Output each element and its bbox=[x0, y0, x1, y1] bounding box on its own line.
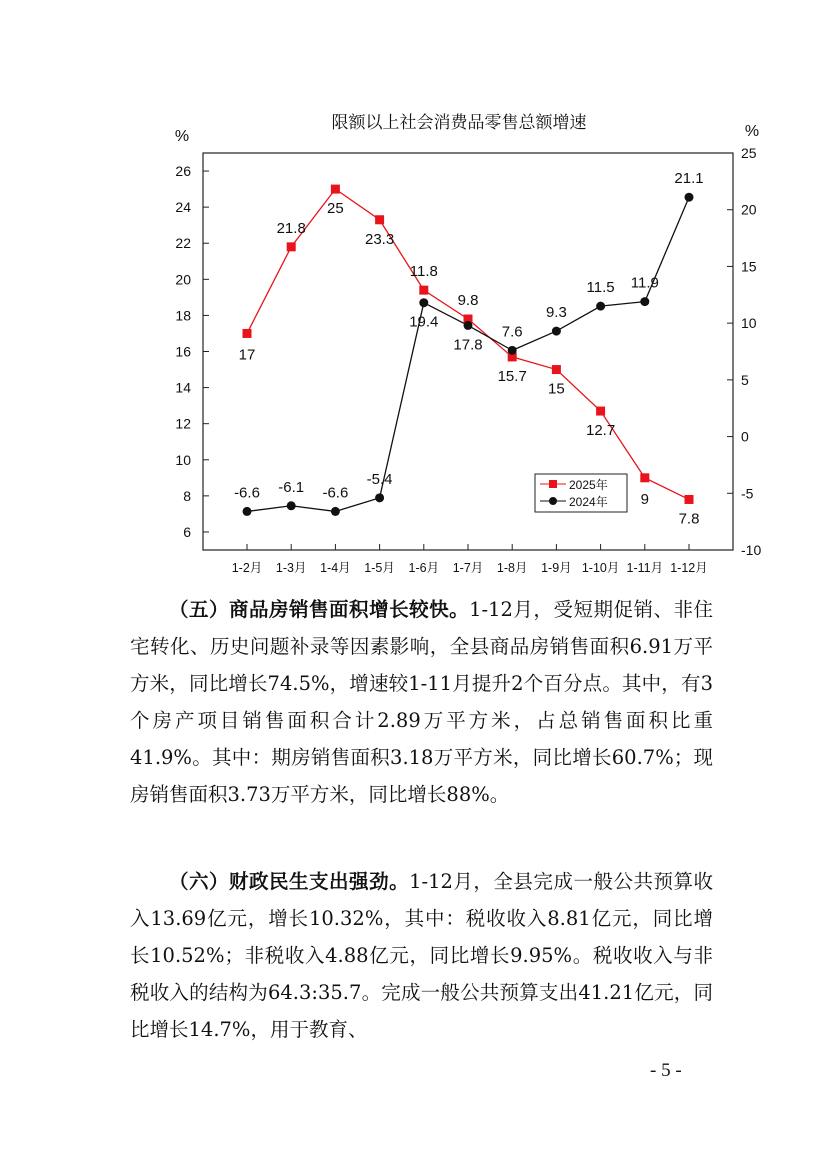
left-tick-label: 8 bbox=[183, 487, 191, 504]
section-commercial-housing bbox=[130, 591, 713, 813]
data-point-2024 bbox=[685, 193, 694, 202]
section-heading: （五）商品房销售面积增长较快。 bbox=[169, 598, 470, 621]
legend-label-2025: 2025年 bbox=[569, 478, 608, 492]
data-point-2024 bbox=[596, 302, 605, 311]
data-point-2025 bbox=[287, 242, 296, 251]
data-label: -6.6 bbox=[322, 484, 349, 502]
data-label: 17.8 bbox=[453, 336, 483, 354]
left-tick-label: 10 bbox=[175, 451, 191, 468]
left-tick-label: 18 bbox=[175, 307, 191, 324]
data-label: 15 bbox=[548, 380, 565, 398]
section-paragraph bbox=[130, 591, 713, 813]
left-axis-unit: % bbox=[174, 128, 190, 145]
right-tick-label: 0 bbox=[741, 428, 749, 445]
data-label: 19.4 bbox=[409, 313, 439, 331]
x-tick-label: 1-11月 bbox=[626, 561, 664, 575]
data-label: 9 bbox=[640, 490, 649, 508]
data-point-2025 bbox=[685, 495, 694, 504]
data-point-2024 bbox=[331, 507, 340, 516]
data-point-2025 bbox=[419, 286, 428, 295]
left-tick-label: 14 bbox=[175, 379, 191, 396]
data-label: 21.1 bbox=[674, 170, 704, 188]
section-heading: （六）财政民生支出强劲。 bbox=[169, 870, 410, 893]
data-label: 11.8 bbox=[409, 263, 438, 281]
right-tick-label: 20 bbox=[741, 201, 757, 218]
data-point-2024 bbox=[464, 321, 473, 330]
data-point-2025 bbox=[552, 365, 561, 374]
data-label: -6.1 bbox=[278, 478, 305, 496]
right-tick-label: 10 bbox=[741, 315, 757, 332]
data-point-2024 bbox=[375, 493, 384, 502]
data-point-2025 bbox=[596, 407, 605, 416]
x-tick-label: 1-2月 bbox=[231, 561, 263, 575]
left-tick-label: 16 bbox=[175, 343, 191, 360]
data-label: 21.8 bbox=[276, 219, 306, 237]
x-tick-label: 1-6月 bbox=[408, 561, 440, 575]
data-label: 9.3 bbox=[545, 304, 567, 322]
data-point-2025 bbox=[243, 329, 252, 338]
series-line-2024年 bbox=[247, 197, 689, 511]
data-label: 12.7 bbox=[585, 422, 616, 440]
data-label: 11.5 bbox=[586, 279, 615, 297]
legend-marker-2025 bbox=[549, 480, 557, 488]
data-point-2024 bbox=[508, 346, 517, 355]
legend-marker-2024 bbox=[549, 497, 557, 505]
data-label: 7.6 bbox=[501, 323, 523, 341]
data-label: -5.4 bbox=[366, 470, 393, 488]
data-label: 11.9 bbox=[630, 274, 659, 292]
data-point-2024 bbox=[287, 501, 296, 510]
right-tick-label: 25 bbox=[741, 145, 757, 161]
data-label: 9.8 bbox=[457, 292, 479, 310]
data-point-2024 bbox=[640, 297, 649, 306]
data-point-2024 bbox=[243, 507, 252, 516]
left-tick-label: 24 bbox=[175, 199, 191, 216]
right-axis-unit: % bbox=[744, 123, 760, 140]
x-tick-label: 1-4月 bbox=[320, 561, 351, 575]
x-tick-label: 1-7月 bbox=[452, 561, 484, 575]
data-point-2025 bbox=[331, 185, 340, 194]
data-label: 7.8 bbox=[678, 510, 700, 528]
right-tick-label: 5 bbox=[741, 371, 749, 388]
page-number: - 5 - bbox=[650, 1060, 682, 1081]
data-label: 17 bbox=[238, 346, 256, 364]
data-label: 23.3 bbox=[364, 230, 395, 248]
x-tick-label: 1-5月 bbox=[364, 561, 395, 575]
x-tick-label: 1-10月 bbox=[581, 561, 620, 575]
chart-title: 限额以上社会消费品零售总额增速 bbox=[331, 113, 587, 132]
right-tick-label: 15 bbox=[741, 258, 757, 275]
section-paragraph bbox=[130, 863, 713, 1048]
left-tick-label: 20 bbox=[175, 271, 191, 288]
data-label: -6.6 bbox=[234, 484, 260, 502]
left-tick-label: 6 bbox=[183, 523, 191, 540]
left-tick-label: 26 bbox=[175, 163, 191, 180]
right-tick-label: -10 bbox=[741, 542, 762, 558]
x-tick-label: 1-3月 bbox=[275, 561, 307, 575]
legend-label-2024: 2024年 bbox=[569, 495, 608, 509]
data-point-2024 bbox=[419, 298, 428, 307]
right-tick-label: -5 bbox=[741, 485, 754, 502]
section-body: 1-12月，受短期促销、非住宅转化、历史问题补录等因素影响，全县商品房销售面积6.91万平方米，同比增长74.5%，增速较1-11月提升2个百分点。其中，有3个房产项目销售面积合计2.89万平方米，占总销售面积比重41.9%。其中：期房销售面积3.18万平方米，同比增长60.7%；现房销售面积3.73万平方米，同比增长88%。 bbox=[130, 598, 713, 806]
data-point-2025 bbox=[640, 473, 649, 482]
left-tick-label: 22 bbox=[175, 235, 191, 252]
x-tick-label: 1-12月 bbox=[670, 561, 708, 575]
x-tick-label: 1-8月 bbox=[496, 561, 528, 575]
data-point-2024 bbox=[552, 327, 561, 336]
section-body: 1-12月，全县完成一般公共预算收入13.69亿元，增长10.32%，其中：税收收入8.81亿元，同比增长10.52%；非税收入4.88亿元，同比增长9.95%。税收收入与非税收入的结构为64.3:35.7。完成一般公共预算支出41.21亿元，同比增长14.7%，用于教育、 bbox=[130, 870, 713, 1041]
data-label: 25 bbox=[327, 200, 344, 218]
data-label: 15.7 bbox=[497, 367, 527, 385]
section-fiscal bbox=[130, 863, 713, 1048]
x-tick-label: 1-9月 bbox=[541, 561, 572, 575]
legend bbox=[535, 474, 627, 512]
left-tick-label: 12 bbox=[175, 415, 191, 432]
data-point-2025 bbox=[375, 215, 384, 224]
